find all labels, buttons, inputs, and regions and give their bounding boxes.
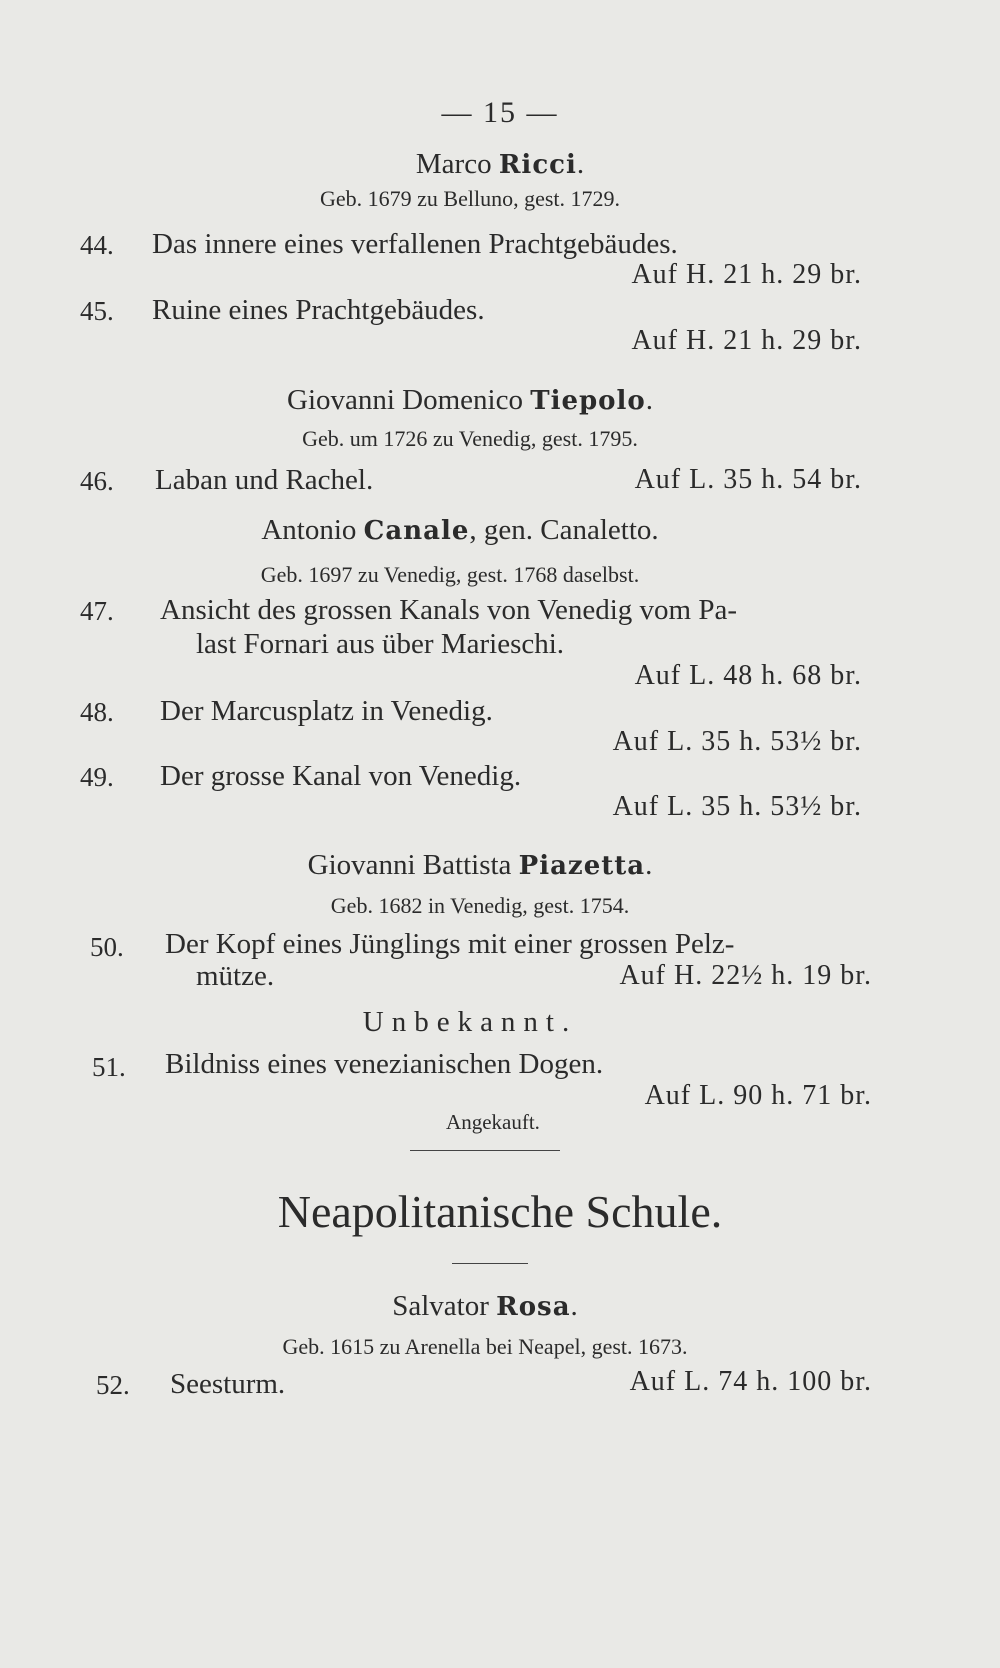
entry-title: Laban und Rachel.: [155, 464, 374, 496]
artist-surname: Tiepolo: [530, 386, 646, 416]
artist-suffix: .: [570, 1290, 578, 1322]
entry-note: Angekauft.: [446, 1110, 540, 1134]
section-divider: [410, 1150, 560, 1151]
entry-measurement: Auf H. 21 h. 29 br.: [631, 259, 862, 290]
entry-measurement: Auf L. 48 h. 68 br.: [634, 660, 862, 691]
entry-measurement: Auf L. 35 h. 54 br.: [634, 464, 862, 495]
artist-surname: Rosa: [496, 1292, 571, 1322]
artist-bio: Geb. 1697 zu Venedig, gest. 1768 daselbst.: [260, 562, 640, 587]
entry-measurement: Auf L. 74 h. 100 br.: [629, 1366, 872, 1397]
artist-heading-unknown: Unbekannt.: [362, 1006, 578, 1038]
entry-number: 50.: [90, 932, 124, 962]
artist-bio: Geb. 1679 zu Belluno, gest. 1729.: [319, 186, 621, 211]
artist-surname: Canale: [363, 516, 470, 546]
artist-given-name: Salvator: [392, 1290, 489, 1322]
entry-measurement: Auf L. 90 h. 71 br.: [644, 1080, 872, 1111]
entry-number: 47.: [80, 596, 114, 626]
entry-number: 48.: [80, 697, 114, 727]
entry-measurement: Auf H. 21 h. 29 br.: [631, 325, 862, 356]
artist-heading-canale: [0, 514, 920, 547]
artist-heading-tiepolo: [0, 384, 940, 417]
entry-number: 51.: [92, 1052, 126, 1082]
artist-given-name: Giovanni Domenico: [287, 384, 523, 416]
entry-measurement: Auf L. 35 h. 53½ br.: [612, 726, 862, 757]
artist-heading-ricci: [0, 148, 1000, 181]
artist-suffix: , gen. Canaletto.: [469, 514, 659, 546]
school-divider: [452, 1263, 528, 1264]
artist-heading-piazetta: [0, 849, 960, 882]
entry-title: Das innere eines verfallenen Prachtgebäudes.: [152, 228, 678, 260]
entry-title: Seesturm.: [170, 1368, 286, 1400]
artist-bio: Geb. um 1726 zu Venedig, gest. 1795.: [302, 426, 638, 451]
entry-title: Der Marcusplatz in Venedig.: [160, 695, 493, 727]
entry-title: Ansicht des grossen Kanals von Venedig vom Pa-: [160, 594, 737, 626]
artist-surname: Ricci: [498, 150, 577, 180]
artist-suffix: .: [645, 849, 653, 881]
entry-title: Ruine eines Prachtgebäudes.: [152, 294, 485, 326]
entry-number: 52.: [96, 1370, 130, 1400]
entry-title-continuation: last Fornari aus über Marieschi.: [196, 628, 565, 660]
entry-number: 46.: [80, 466, 114, 496]
artist-surname: Piazetta: [518, 851, 646, 881]
entry-title: Der Kopf eines Jünglings mit einer grossen Pelz-: [165, 928, 735, 960]
entry-title-continuation: mütze.: [196, 960, 275, 992]
entry-title: Der grosse Kanal von Venedig.: [160, 760, 522, 792]
entry-number: 45.: [80, 296, 114, 326]
artist-given-name: Antonio: [261, 514, 357, 546]
artist-suffix: .: [576, 148, 585, 180]
entry-measurement: Auf L. 35 h. 53½ br.: [612, 791, 862, 822]
artist-heading-rosa: [0, 1290, 970, 1323]
entry-number: 44.: [80, 230, 114, 260]
entry-title: Bildniss eines venezianischen Dogen.: [165, 1048, 604, 1080]
artist-suffix: .: [645, 384, 653, 416]
entry-number: 49.: [80, 762, 114, 792]
school-heading: Neapolitanische Schule.: [277, 1186, 723, 1237]
artist-given-name: Giovanni Battista: [307, 849, 512, 881]
entry-measurement: Auf H. 22½ h. 19 br.: [619, 960, 872, 991]
artist-bio: Geb. 1682 in Venedig, gest. 1754.: [330, 893, 630, 918]
artist-bio: Geb. 1615 zu Arenella bei Neapel, gest. 1673.: [282, 1334, 688, 1359]
artist-given-name: Marco: [415, 148, 492, 180]
page-number: — 15 —: [441, 96, 559, 129]
